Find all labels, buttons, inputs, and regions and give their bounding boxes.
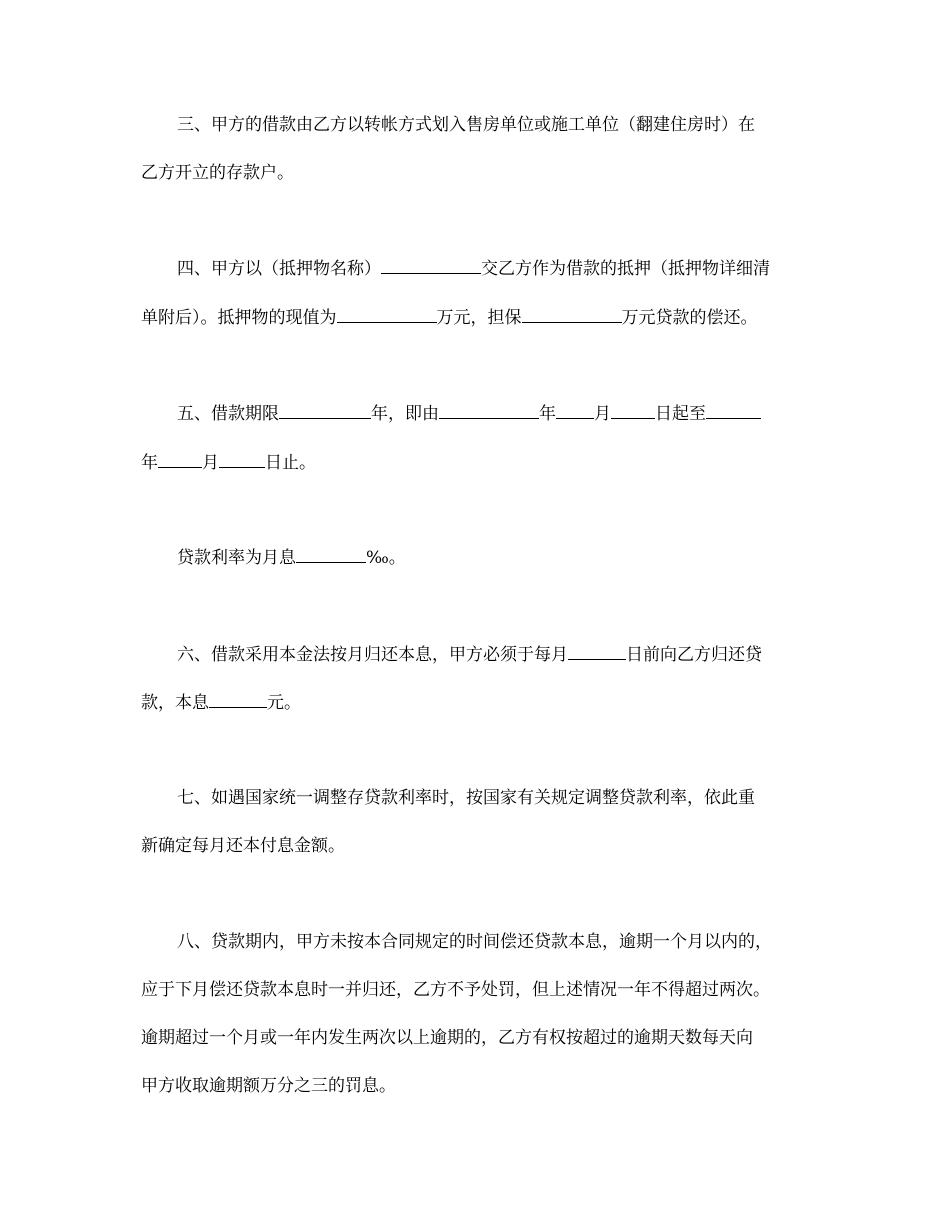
clause-8-line-2: 应于下月偿还贷款本息时一并归还，乙方不予处罚，但上述情况一年不得超过两次。 bbox=[141, 980, 770, 1000]
clause-6-text: 日前向乙方归还贷 bbox=[626, 645, 762, 665]
clause-5-line-2 bbox=[141, 451, 316, 474]
clause-7-line-2: 新确定每月还本付息金额。 bbox=[141, 836, 345, 856]
loan-term-years-blank[interactable] bbox=[279, 402, 371, 419]
clause-3-line-2: 乙方开立的存款户。 bbox=[141, 163, 294, 183]
clause-3-line-1: 三、甲方的借款由乙方以转帐方式划入售房单位或施工单位（翻建住房时）在 bbox=[177, 115, 755, 135]
start-year-blank[interactable] bbox=[439, 402, 539, 419]
clause-8-line-4: 甲方收取逾期额万分之三的罚息。 bbox=[141, 1076, 396, 1096]
interest-rate-unit: ‰。 bbox=[366, 548, 406, 568]
collateral-value-blank[interactable] bbox=[337, 306, 437, 323]
clause-5-text: 年 bbox=[539, 404, 556, 424]
interest-rate-text: 贷款利率为月息 bbox=[177, 548, 296, 568]
clause-5-text: 年 bbox=[141, 453, 158, 473]
start-month-blank[interactable] bbox=[556, 402, 594, 419]
clause-8-line-3: 逾期超过一个月或一年内发生两次以上逾期的，乙方有权按超过的逾期天数每天向 bbox=[141, 1028, 753, 1048]
clause-4-line-1 bbox=[177, 257, 770, 280]
interest-rate-line bbox=[177, 546, 406, 569]
end-day-blank[interactable] bbox=[219, 451, 265, 468]
clause-7-line-1: 七、如遇国家统一调整存贷款利率时，按国家有关规定调整贷款利率，依此重 bbox=[177, 788, 755, 808]
clause-6-text: 款，本息 bbox=[141, 693, 209, 713]
clause-4-text: 四、甲方以（抵押物名称） bbox=[177, 259, 381, 279]
clause-4-text: 万元，担保 bbox=[436, 308, 522, 328]
installment-amount-blank[interactable] bbox=[209, 691, 267, 708]
monthly-rate-blank[interactable] bbox=[296, 546, 366, 563]
clause-5-text: 日止。 bbox=[265, 453, 316, 473]
start-day-blank[interactable] bbox=[611, 402, 655, 419]
clause-5-text: 日起至 bbox=[655, 404, 706, 424]
clause-4-text: 单附后）。抵押物的现值为 bbox=[141, 308, 337, 328]
clause-4-line-2 bbox=[141, 306, 758, 329]
clause-5-text: 五、借款期限 bbox=[177, 404, 279, 424]
clause-5-line-1 bbox=[177, 402, 761, 425]
clause-5-text: 月 bbox=[202, 453, 219, 473]
clause-6-line-1 bbox=[177, 643, 762, 666]
clause-5-text: 月 bbox=[594, 404, 611, 424]
guarantee-amount-blank[interactable] bbox=[522, 306, 622, 323]
clause-6-line-2 bbox=[141, 691, 301, 714]
repayment-day-blank[interactable] bbox=[568, 643, 626, 660]
clause-6-text: 六、借款采用本金法按月归还本息，甲方必须于每月 bbox=[177, 645, 568, 665]
collateral-name-blank[interactable] bbox=[381, 257, 481, 274]
end-month-blank[interactable] bbox=[158, 451, 202, 468]
clause-6-text: 元。 bbox=[267, 693, 301, 713]
clause-4-text: 万元贷款的偿还。 bbox=[621, 308, 758, 328]
end-year-blank[interactable] bbox=[706, 402, 761, 419]
clause-8-line-1: 八、贷款期内，甲方未按本合同规定的时间偿还贷款本息，逾期一个月以内的， bbox=[177, 932, 772, 952]
clause-4-text: 交乙方作为借款的抵押（抵押物详细清 bbox=[481, 259, 770, 279]
clause-5-text: 年，即由 bbox=[371, 404, 439, 424]
